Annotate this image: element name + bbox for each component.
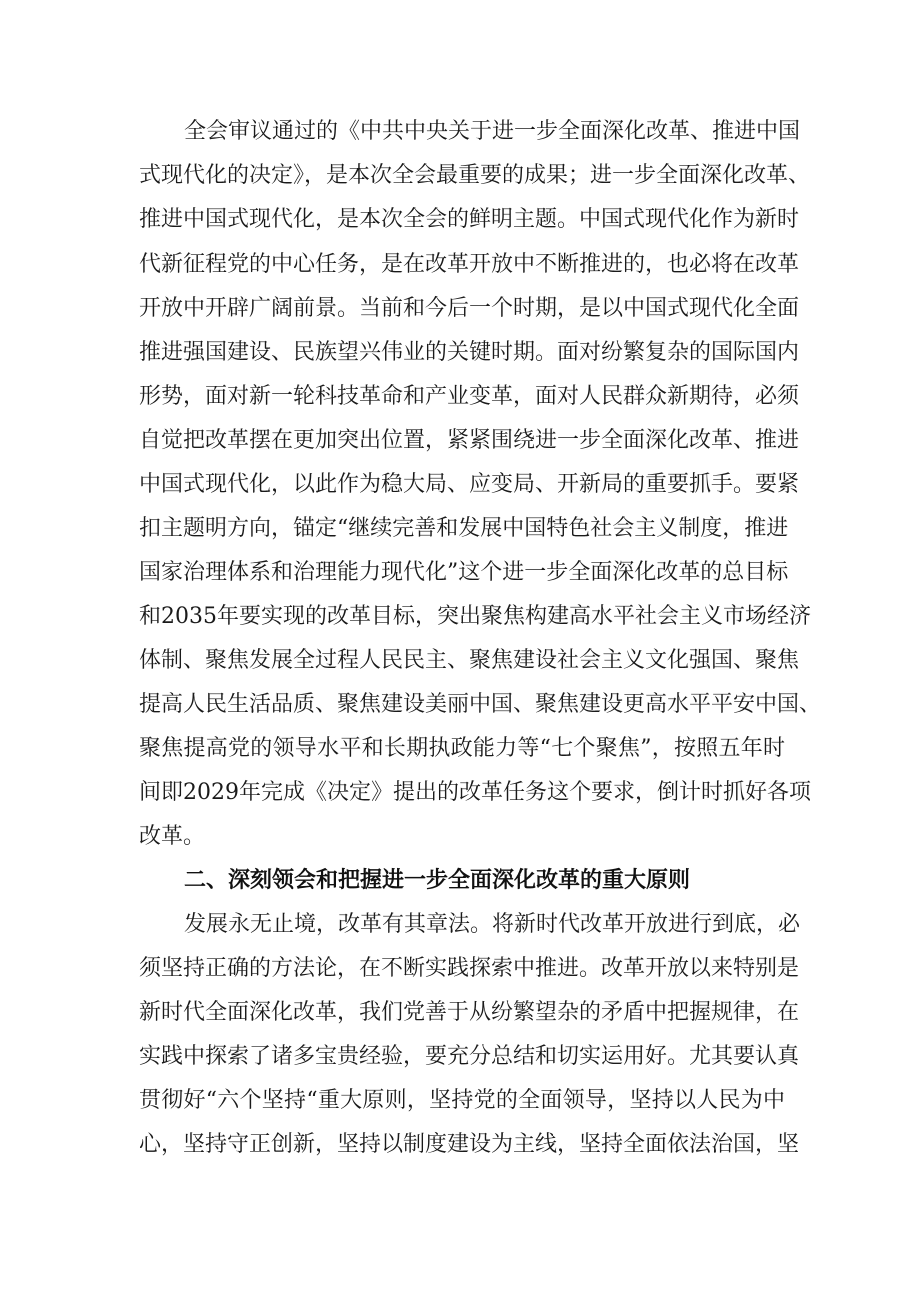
paragraph-line: 贯彻好“六个坚持“重大原则，坚持党的全面领导，坚持以人民为中 xyxy=(139,1088,785,1113)
paragraph-line: 扣主题明方向，锚定“继续完善和发展中国特色社会主义制度，推进 xyxy=(139,516,789,541)
paragraph-line: 体制、聚焦发展全过程人民民主、聚焦建设社会主义文化强国、聚焦 xyxy=(139,648,800,673)
paragraph-line: 开放中开辟广阔前景。当前和今后一个时期，是以中国式现代化全面 xyxy=(139,296,800,321)
paragraph-line: 实践中探索了诸多宝贵经验，要充分总结和切实运用好。尤其要认真 xyxy=(139,1044,800,1069)
paragraph-line: 推进中国式现代化，是本次全会的鲜明主题。中国式现代化作为新时 xyxy=(139,207,800,232)
paragraph-line: 式现代化的决定》，是本次全会最重要的成果；进一步全面深化改革、 xyxy=(139,163,811,188)
paragraph-line: 新时代全面深化改革，我们党善于从纷繁望杂的矛盾中把握规律，在 xyxy=(139,1000,800,1025)
paragraph-line: 间即2029年完成《决定》提出的改革任务这个要求，倒计时抓好各项 xyxy=(139,780,811,805)
paragraph-line: 须坚持正确的方法论，在不断实践探索中推进。改革开放以来特别是 xyxy=(139,956,800,981)
paragraph-line: 推进强国建设、民族望兴伟业的关键时期。面对纷繁复杂的国际国内 xyxy=(139,340,800,365)
paragraph-line: 心，坚持守正创新，坚持以制度建设为主线，坚持全面依法治国，坚 xyxy=(139,1132,800,1157)
paragraph-line: 自觉把改革摆在更加突出位置，紧紧围绕进一步全面深化改革、推进 xyxy=(139,428,800,453)
paragraph-line: 发展永无止境，改革有其章法。将新时代改革开放进行到底，必 xyxy=(184,912,801,937)
paragraph-line: 代新征程党的中心任务，是在改革开放中不断推进的，也必将在改革 xyxy=(139,252,800,277)
section-heading: 二、深刻领会和把握进一步全面深化改革的重大原则 xyxy=(184,868,691,893)
paragraph-line: 改革。 xyxy=(139,824,206,849)
paragraph-line: 形势，面对新一轮科技革命和产业变革，面对人民群众新期待，必须 xyxy=(139,384,800,409)
paragraph-line: 和2035年要实现的改革目标，突出聚焦构建高水平社会主义市场经济 xyxy=(139,604,811,629)
paragraph-line: 国家治理体系和治理能力现代化”这个进一步全面深化改革的总目标 xyxy=(139,560,789,585)
paragraph-line: 全会审议通过的《中共中央关于进一步全面深化改革、推进中国 xyxy=(184,119,801,144)
paragraph-line: 中国式现代化，以此作为稳大局、应变局、开新局的重要抓手。要紧 xyxy=(139,472,800,497)
paragraph-line: 聚焦提高党的领导水平和长期执政能力等“七个聚焦”，按照五年时 xyxy=(139,736,785,761)
paragraph-line: 提高人民生活品质、聚焦建设美丽中国、聚焦建设更高水平平安中国、 xyxy=(139,692,822,717)
